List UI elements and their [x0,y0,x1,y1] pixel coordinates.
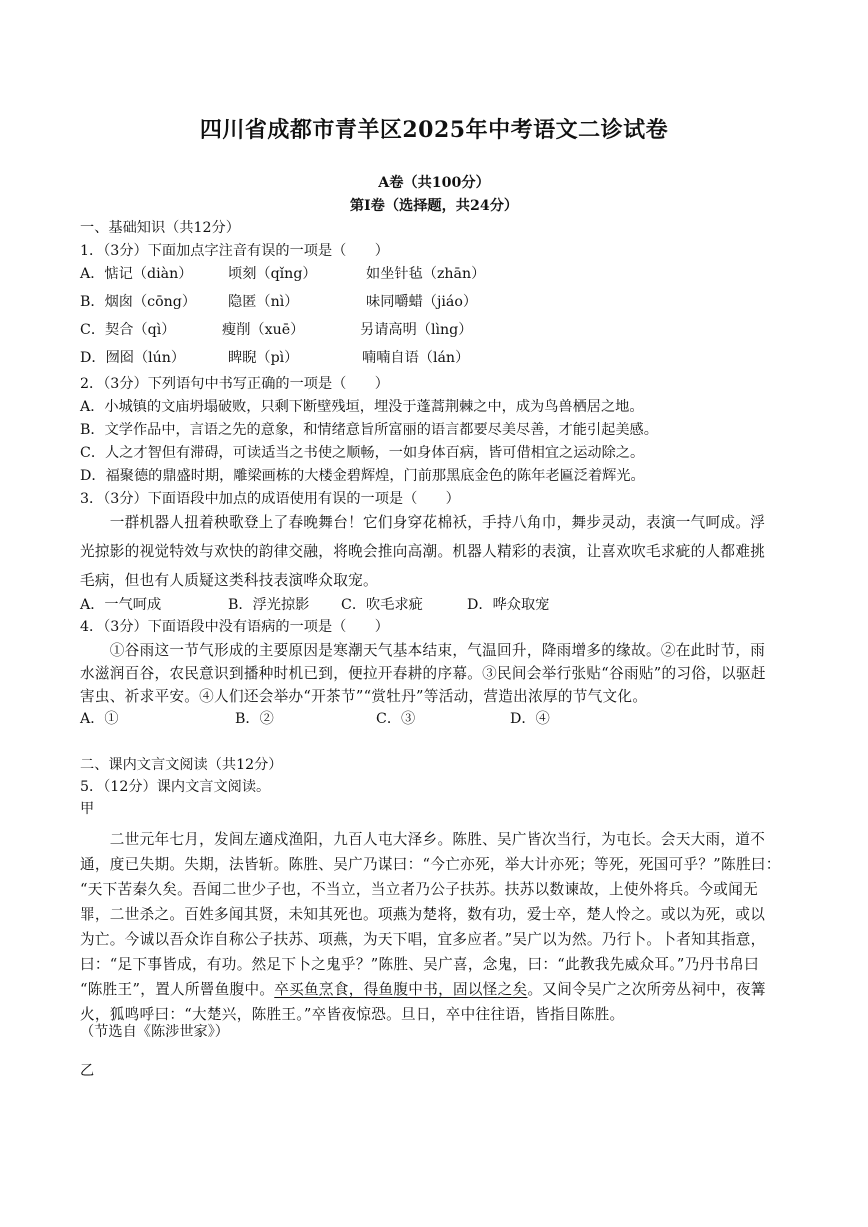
q3-passage-line: 光掠影的视觉特效与欢快的韵律交融，将晚会推向高潮。机器人精彩的表演，让喜欢吹毛求疵的人都难挑 [80,543,766,560]
jia-line: 曰：“足下事皆成，有功。然足下卜之鬼乎？”陈胜、吴广喜，念鬼，曰：“此教我先威众耳。”乃丹书帛曰 [80,956,760,973]
q1-option-d: D．囫囵（lún） [80,350,186,366]
q2-option-d: D．福聚德的鼎盛时期，雕梁画栋的大楼金碧辉煌，门前那黑底金色的陈年老匾泛着辉光。 [80,468,645,484]
q1-option-d-word2: 睥睨（pì） [228,350,299,366]
jia-line: 火，狐鸣呼曰：“大楚兴，陈胜王。”卒皆夜惊恐。旦日，卒中往往语，皆指目陈胜。 [80,1006,625,1023]
q3-passage-line: 一群机器人扭着秧歌登上了春晚舞台！它们身穿花棉袄，手持八角巾，舞步灵动，表演一气呵成。浮 [80,514,766,531]
q1-option-c-word3: 另请高明（lìng） [360,322,473,338]
q1-option-b: B．烟囱（cōng） [80,294,197,310]
q4-option-d: D．④ [510,711,550,727]
q5-source: （节选自《陈涉世家》） [80,1024,229,1040]
jia-line: 通，度已失期。失期，法皆斩。陈胜、吴广乃谋曰：“今亡亦死，举大计亦死；等死，死国可乎？”陈胜曰： [80,856,781,873]
part1-heading: 第Ⅰ卷（选择题，共24分） [349,198,519,214]
q5-yi-label: 乙 [80,1063,95,1079]
q1-option-b-word3: 味同嚼蜡（jiáo） [366,294,478,310]
q3-passage-line: 毛病，但也有人质疑这类科技表演哗众取宠。 [80,572,378,589]
q4-passage [80,638,766,709]
q5-jia-label: 甲 [80,801,95,817]
jia-line-tail: 。又间令吴广之次所旁丛祠中，夜篝 [527,981,766,998]
exam-title: 四川省成都市青羊区2025年中考语文二诊试卷 [199,117,669,143]
q1-stem: 1．（3分）下面加点字注音有误的一项是（ ） [80,243,389,259]
q3-option-c: C．吹毛求疵 [341,597,423,613]
q3-stem: 3．（3分）下面语段中加点的成语使用有误的一项是（ ） [80,491,460,507]
volume-a-heading: A卷（共100分） [378,175,490,191]
q3-option-a: A．一气呵成 [80,597,162,613]
underlined-sentence: 卒买鱼烹食，得鱼腹中书，固以怪之矣 [274,981,528,998]
q2-option-c: C．人之才智但有滞碍，可读适当之书使之顺畅，一如身体百病，皆可借相宜之运动除之。 [80,445,645,461]
jia-line-lead: “陈胜王”，置人所罾鱼腹中。 [80,981,275,998]
q3-option-b: B．浮光掠影 [228,597,310,613]
q1-option-a-word2: 顷刻（qǐng） [228,266,317,282]
q4-option-b: B．② [235,711,274,727]
q1-option-b-word2: 隐匿（nì） [228,294,299,310]
q3-passage [80,510,765,593]
jia-line: 为亡。今诚以吾众诈自称公子扶苏、项燕，为天下唱，宜多应者。”吴广以为然。乃行卜。卜者知其指意， [80,931,766,948]
q4-passage-line: 害虫、祈求平安。④人们还会举办“开茶节”“赏牡丹”等活动，营造出浓厚的节气文化。 [80,688,648,705]
q2-option-a: A．小城镇的文庙坍塌破败，只剩下断壁残垣，埋没于蓬蒿荆棘之中，成为鸟兽栖居之地。 [80,399,644,415]
q3-option-d: D．哗众取宠 [467,597,550,613]
section1-heading: 一、基础知识（共12分） [80,220,240,236]
q1-option-a-word3: 如坐针毡（zhān） [366,266,486,282]
q1-option-a: A．惦记（diàn） [80,266,193,282]
section2-heading: 二、课内文言文阅读（共12分） [80,757,283,773]
q2-option-b: B．文学作品中，言语之先的意象，和情绪意旨所富丽的语言都要尽美尽善，才能引起美感。 [80,422,658,438]
jia-line: “天下苦秦久矣。吾闻二世少子也，不当立，当立者乃公子扶苏。扶苏以数谏故，上使外将兵。今或闻无 [80,881,758,898]
q5-jia-passage [80,827,781,1027]
q1-option-c: C．契合（qì） [80,322,176,338]
q4-stem: 4．（3分）下面语段中没有语病的一项是（ ） [80,619,389,635]
q1-option-d-word3: 喃喃自语（lán） [362,350,470,366]
q4-passage-line: 水滋润百谷，农民意识到播种时机已到，便拉开春耕的序幕。③民间会举行张贴“谷雨贴”的习俗，以驱赶 [80,665,766,682]
jia-line: 二世元年七月，发闾左適戍渔阳，九百人屯大泽乡。陈胜、吴广皆次当行，为屯长。会天大雨，道不 [80,831,766,848]
q4-option-c: C．③ [376,711,416,727]
q1-option-c-word2: 瘦削（xuē） [222,322,305,338]
q5-stem: 5．（12分）课内文言文阅读。 [80,779,271,795]
q2-stem: 2．（3分）下列语句中书写正确的一项是（ ） [80,376,389,392]
q4-option-a: A．① [80,711,119,727]
jia-line: 罪，二世杀之。百姓多闻其贤，未知其死也。项燕为楚将，数有功，爱士卒，楚人怜之。或以为死，或以 [80,906,766,923]
q4-passage-line: ①谷雨这一节气形成的主要原因是寒潮天气基本结束，气温回升，降雨增多的缘故。②在此时节，雨 [80,642,766,659]
jia-line [80,977,781,1002]
